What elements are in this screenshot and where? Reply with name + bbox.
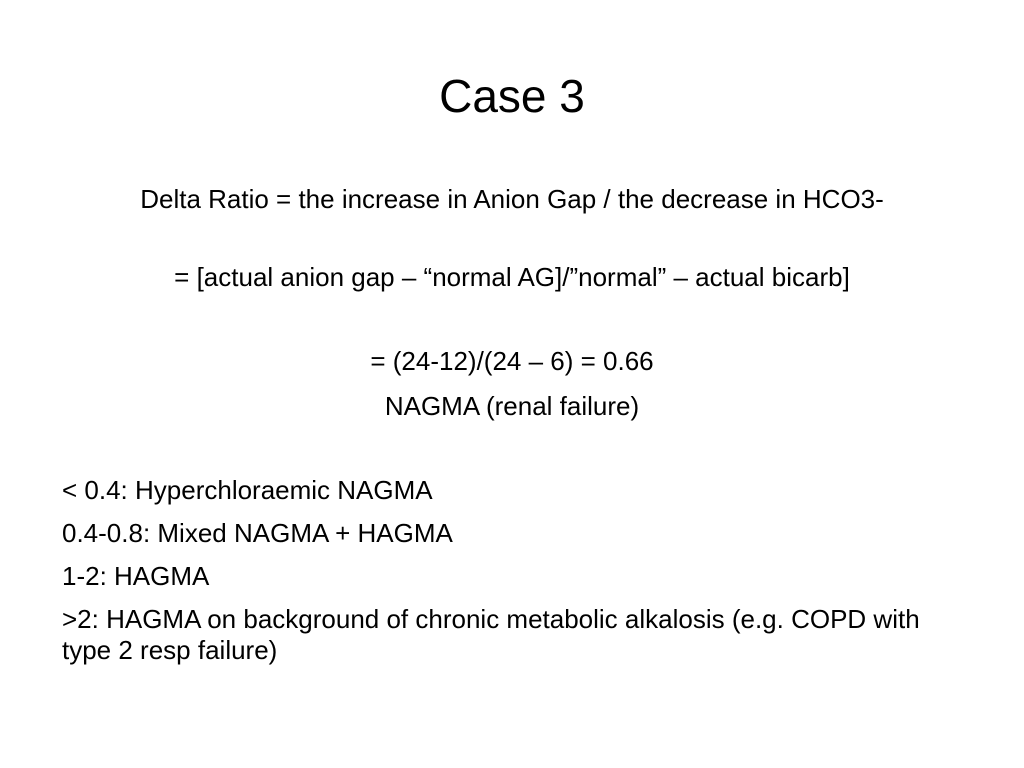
range-item-greater-than-2: >2: HAGMA on background of chronic metabolic alkalosis (e.g. COPD with type 2 resp failure)	[62, 604, 920, 665]
delta-ratio-formula: = [actual anion gap – “normal AG]/”normal” – actual bicarb]	[174, 262, 850, 292]
delta-ratio-definition: Delta Ratio = the increase in Anion Gap / the decrease in HCO3-	[140, 184, 884, 214]
slide-title: Case 3	[439, 70, 585, 122]
range-item-0-4-to-0-8: 0.4-0.8: Mixed NAGMA + HAGMA	[62, 518, 453, 548]
range-item-1-to-2: 1-2: HAGMA	[62, 561, 210, 591]
delta-ratio-calculation: = (24-12)/(24 – 6) = 0.66	[370, 346, 654, 376]
delta-ratio-result: NAGMA (renal failure)	[384, 391, 640, 421]
range-item-less-than-0-4: < 0.4: Hyperchloraemic NAGMA	[62, 475, 433, 505]
interpretation-ranges	[62, 475, 962, 678]
